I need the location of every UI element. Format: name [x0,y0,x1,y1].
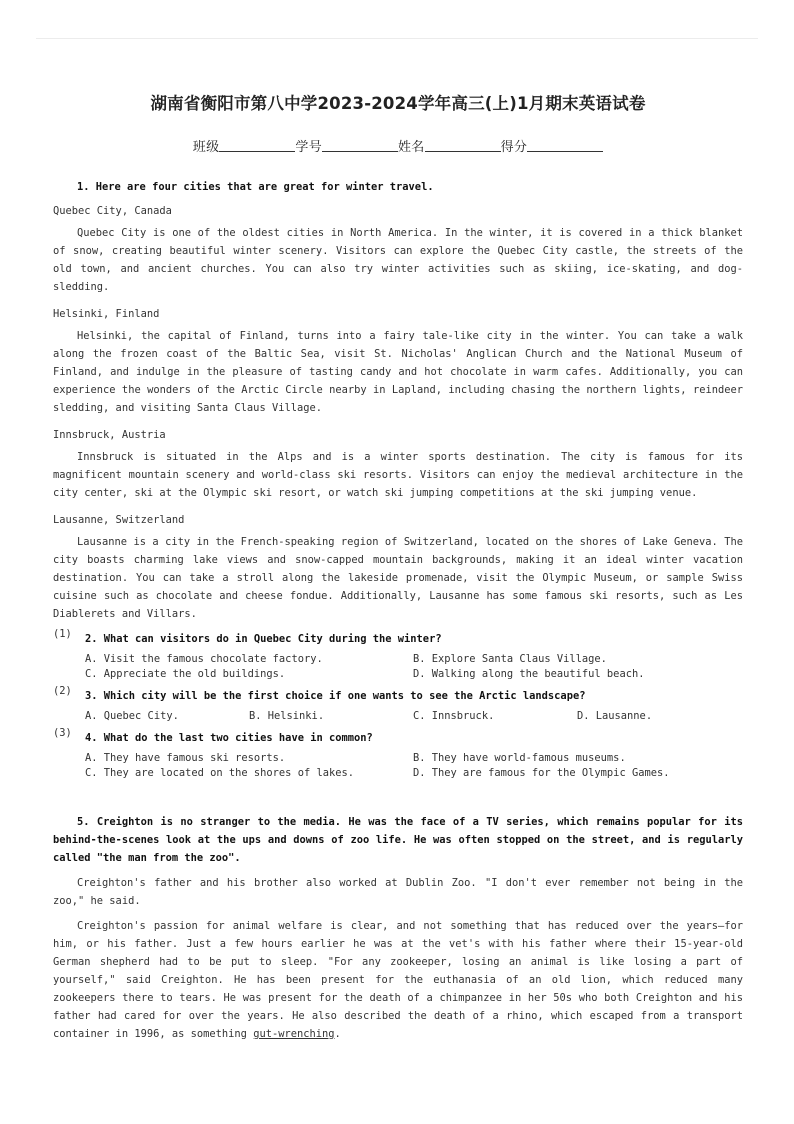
question-5-paragraph-2 [53,917,743,1043]
sub-question-number: (1) [53,628,72,640]
question-5-paragraph-1: Creighton's father and his brother also worked at Dublin Zoo. "I don't ever remember not being in the zoo," he said. [53,877,743,907]
option-d[interactable]: D. Lausanne. [577,710,653,722]
paragraph-text: Creighton's passion for animal welfare is clear, and not something that has reduced over the years—for him, or his father. Just a few hours earlier he was at the vet's with his father where their 15-year-old German shepherd had to be put to sleep. "For any zookeeper, losing an animal is like losing a part of yourself," said Creighton. He has been present for the euthanasia of an old lion, which reduced many zookeepers there to tears. He was present for the death of a chimpanzee in her 50s who both Creighton and his father had cared for over the years. He also described the death of a rhino, which escaped from a transport container in 1996, as something [53,920,743,1040]
score-blank[interactable] [527,140,603,152]
option-b[interactable]: B. Helsinki. [249,710,325,722]
sub-question-number: (2) [53,685,72,697]
option-d[interactable]: D. They are famous for the Olympic Games. [413,767,670,779]
sub-question-text: 3. Which city will be the first choice if one wants to see the Arctic landscape? [85,690,586,702]
question-5-prompt: 5. Creighton is no stranger to the media. He was the face of a TV series, which remains popular for its behind-the-scenes look at the ups and downs of zoo life. He was often stopped on the street, and is regularly called "the man from the zoo". [53,816,743,864]
student-info-line [53,136,743,155]
name-blank[interactable] [425,140,501,152]
city-heading-innsbruck: Innsbruck, Austria [53,429,166,441]
underlined-word: gut-wrenching [253,1028,335,1040]
option-c[interactable]: C. Innsbruck. [413,710,495,722]
city-paragraph-quebec: Quebec City is one of the oldest cities in North America. In the winter, it is covered in a thick blanket of snow, creating beautiful winter scenery. Visitors can explore the Quebec City castle, the streets of the old town, and ancient churches. You can also try winter activities such as skiing, ice-skating, and dog-sledding. [53,227,743,293]
city-heading-quebec: Quebec City, Canada [53,205,172,217]
exam-title: 湖南省衡阳市第八中学2023-2024学年高三(上)1月期末英语试卷 [150,94,646,113]
header-divider [36,38,758,39]
sub-question-number: (3) [53,727,72,739]
class-blank[interactable] [219,140,295,152]
city-paragraph-innsbruck: Innsbruck is situated in the Alps and is a winter sports destination. The city is famous for its magnificent mountain scenery and world-class ski resorts. Visitors can enjoy the medieval architecture in the city center, ski at the Olympic ski resort, or watch ski jumping competitions at the ski jumping venue. [53,451,743,499]
options-group-3 [53,752,743,779]
option-b[interactable]: B. Explore Santa Claus Village. [413,653,607,665]
options-group-2 [53,710,743,722]
exam-page [53,90,743,1043]
option-a[interactable]: A. They have famous ski resorts. [85,752,286,764]
city-heading-lausanne: Lausanne, Switzerland [53,514,185,526]
option-c[interactable]: C. They are located on the shores of lakes. [85,767,354,779]
city-paragraph-helsinki: Helsinki, the capital of Finland, turns into a fairy tale-like city in the winter. You can take a walk along the frozen coast of the Baltic Sea, visit St. Nicholas' Anglican Church and the National Museum of Finland, and indulge in the pleasure of tasting candy and hot chocolate in warm cafes. Additionally, you can experience the wonders of the Arctic Circle nearby in Lapland, including chasing the northern lights, reindeer sledding, and visiting Santa Claus Village. [53,330,743,414]
city-heading-helsinki: Helsinki, Finland [53,308,160,320]
option-b[interactable]: B. They have world-famous museums. [413,752,626,764]
option-d[interactable]: D. Walking along the beautiful beach. [413,668,645,680]
sub-question-text: 2. What can visitors do in Quebec City during the winter? [85,633,442,645]
score-label: 得分 [500,140,528,155]
option-a[interactable]: A. Quebec City. [85,710,179,722]
id-label: 学号 [295,140,322,155]
id-blank[interactable] [322,140,398,152]
paragraph-end: . [334,1028,341,1040]
option-a[interactable]: A. Visit the famous chocolate factory. [85,653,323,665]
city-paragraph-lausanne: Lausanne is a city in the French-speaking region of Switzerland, located on the shores of Lake Geneva. The city boasts charming lake views and snow-capped mountain backgrounds, making it an ideal winter vacation destination. You can take a stroll along the lakeside promenade, visit the Olympic Museum, or sample Swiss cuisine such as chocolate and cheese fondue. Additionally, Lausanne has some famous ski resorts, such as Les Diablerets and Villars. [53,536,743,620]
sub-question-text: 4. What do the last two cities have in common? [85,732,373,744]
options-group-1 [53,653,743,680]
sub-question-3 [53,727,743,744]
question-1-prompt: 1. Here are four cities that are great for winter travel. [77,181,434,193]
name-label: 姓名 [398,140,425,155]
class-label: 班级 [192,140,220,155]
sub-question-1 [53,628,743,645]
sub-question-2 [53,685,743,702]
option-c[interactable]: C. Appreciate the old buildings. [85,668,286,680]
